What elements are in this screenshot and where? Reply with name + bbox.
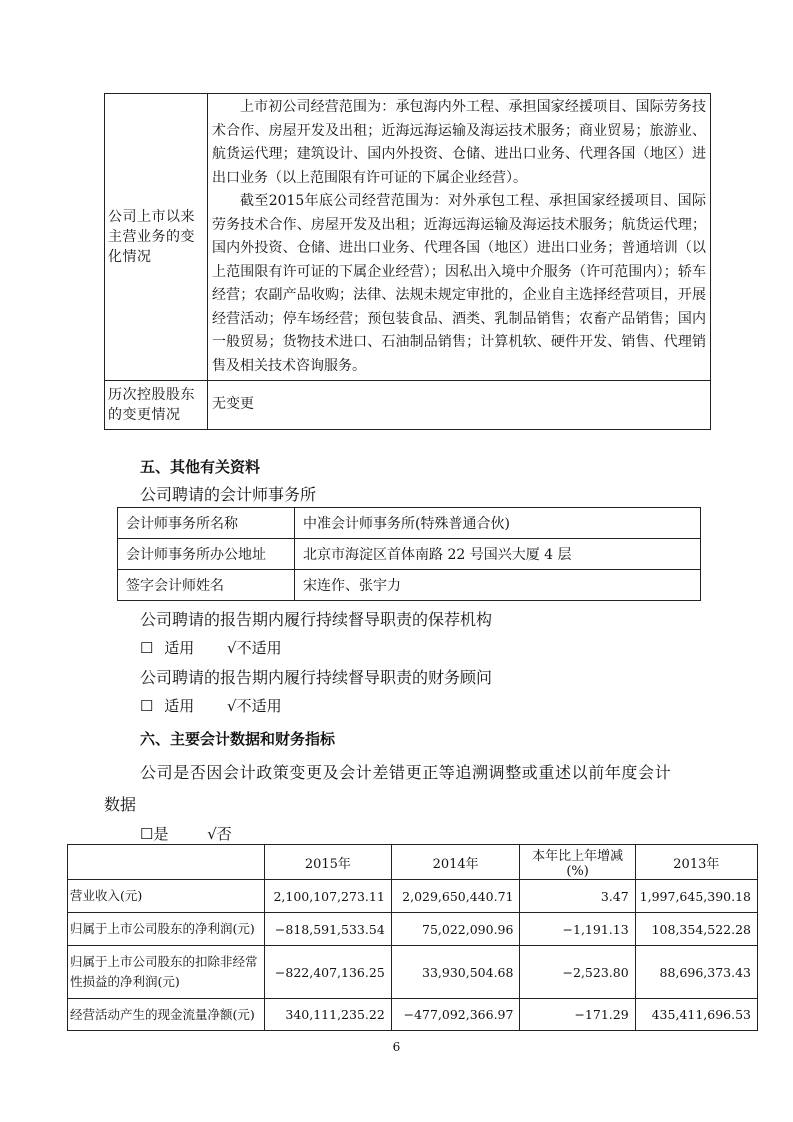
table-row (68, 946, 758, 999)
cell-value: 340,111,235.22 (265, 999, 392, 1031)
row-label: 经营活动产生的现金流量净额(元) (68, 999, 265, 1031)
controlling-shareholder-change-value: 无变更 (208, 381, 711, 430)
table-row (105, 381, 711, 430)
row-label: 归属于上市公司股东的净利润(元) (68, 913, 265, 946)
cell-value: 108,354,522.28 (635, 913, 757, 946)
header-2015: 2015年 (265, 845, 392, 880)
table-row (68, 913, 758, 946)
header-yoy: 本年比上年增减(%) (520, 845, 635, 880)
table-row (118, 570, 701, 601)
controlling-shareholder-change-label: 历次控股股东的变更情况 (105, 381, 208, 430)
initial-business-scope: 上市初公司经营范围为：承包海内外工程、承担国家经援项目、国际劳务技术合作、房屋开发及出租；近海远海运输及海运技术服务；商业贸易；旅游业、航货运代理；建筑设计、国内外投资、仓储、进出口业务、代理各国（地区）进出口业务（以上范围限有许可证的下属企业经营）。 (212, 99, 706, 186)
restatement-question-line2: 数据 (104, 795, 137, 814)
cell-value: 1,997,645,390.18 (635, 880, 757, 913)
cell-value: −2,523.80 (520, 946, 635, 999)
firm-address-value: 北京市海淀区首体南路 22 号国兴大厦 4 层 (295, 539, 701, 570)
table-row (118, 539, 701, 570)
cell-value: −477,092,366.97 (391, 999, 520, 1031)
section5-title: 五、其他有关资料 (140, 458, 261, 476)
table-row (118, 508, 701, 539)
signing-accountant-key: 签字会计师姓名 (118, 570, 295, 601)
cell-value: −171.29 (520, 999, 635, 1031)
advisor-not-applicable: √不适用 (227, 697, 282, 715)
cell-value: −1,191.13 (520, 913, 635, 946)
sponsor-label: 公司聘请的报告期内履行持续督导职责的保荐机构 (140, 610, 493, 629)
advisor-label: 公司聘请的报告期内履行持续督导职责的财务顾问 (140, 668, 493, 687)
cell-value: 75,022,090.96 (391, 913, 520, 946)
header-2014: 2014年 (391, 845, 520, 880)
cell-value: 435,411,696.53 (635, 999, 757, 1031)
row-label: 归属于上市公司股东的扣除非经常性损益的净利润(元) (68, 946, 265, 999)
restatement-answer (140, 823, 232, 844)
advisor-options (140, 695, 282, 716)
restatement-yes: ☐是 (140, 825, 169, 843)
advisor-checkbox[interactable]: ☐ (140, 697, 154, 715)
table-row (68, 999, 758, 1031)
section6-title: 六、主要会计数据和财务指标 (140, 730, 336, 748)
sponsor-not-applicable: √不适用 (227, 639, 282, 657)
cell-value: 88,696,373.43 (635, 946, 757, 999)
cell-value: −822,407,136.25 (265, 946, 392, 999)
cell-value: 2,029,650,440.71 (391, 880, 520, 913)
cell-value: −818,591,533.54 (265, 913, 392, 946)
business-change-table (104, 93, 711, 430)
accounting-firm-table (117, 507, 701, 601)
section5-subtitle: 公司聘请的会计师事务所 (140, 485, 317, 504)
signing-accountant-value: 宋连作、张宇力 (295, 570, 701, 601)
firm-name-key: 会计师事务所名称 (118, 508, 295, 539)
main-business-change-content (208, 94, 711, 381)
sponsor-options (140, 637, 282, 658)
row-label: 营业收入(元) (68, 880, 265, 913)
firm-address-key: 会计师事务所办公地址 (118, 539, 295, 570)
table-row (68, 880, 758, 913)
sponsor-applicable: 适用 (164, 639, 195, 657)
restatement-no: √否 (207, 825, 232, 843)
page-number: 6 (392, 1040, 401, 1054)
table-header-row (68, 845, 758, 880)
current-business-scope: 截至2015年底公司经营范围为：对外承包工程、承担国家经援项目、国际劳务技术合作、房屋开发及出租；近海远海运输及海运技术服务；航货运代理；国内外投资、仓储、进出口业务、代理各国（地区）进出口业务；普通培训（以上范围限有许可证的下属企业经营）；因私出入境中介服务（许可范围内）；轿车经营；农副产品收购；法律、法规未规定审批的，企业自主选择经营项目，开展经营活动；停车场经营；预包装食品、酒类、乳制品销售；农畜产品销售；国内一般贸易；货物技术进口、石油制品销售；计算机软、硬件开发、销售、代理销售及相关技术咨询服务。 (212, 193, 706, 374)
key-financial-table (67, 844, 758, 1031)
firm-name-value: 中准会计师事务所(特殊普通合伙) (295, 508, 701, 539)
table-row (105, 94, 711, 381)
main-business-change-label: 公司上市以来主营业务的变化情况 (105, 94, 208, 381)
header-2013: 2013年 (635, 845, 757, 880)
cell-value: 3.47 (520, 880, 635, 913)
header-blank (68, 845, 265, 880)
advisor-applicable: 适用 (164, 697, 195, 715)
restatement-question-line1: 公司是否因会计政策变更及会计差错更正等追溯调整或重述以前年度会计 (140, 763, 672, 782)
cell-value: 33,930,504.68 (391, 946, 520, 999)
sponsor-checkbox[interactable]: ☐ (140, 639, 154, 657)
cell-value: 2,100,107,273.11 (265, 880, 392, 913)
